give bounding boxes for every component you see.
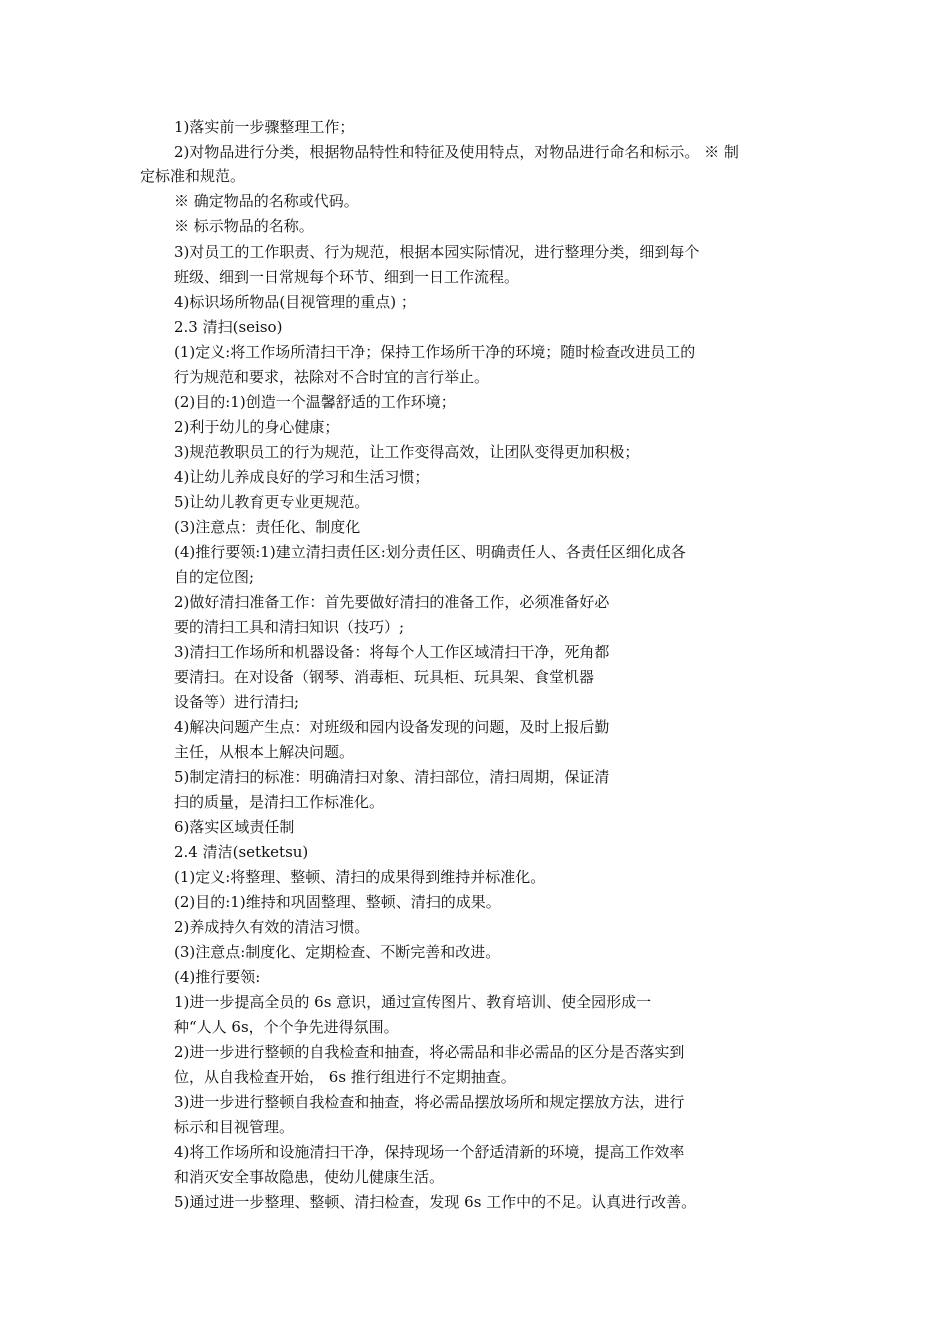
text-line: 要清扫。在对设备（钢琴、消毒柜、玩具柜、玩具架、食堂机器 xyxy=(174,668,595,686)
text-line: 2)养成持久有效的清洁习惯。 xyxy=(174,918,370,936)
text-line: 种“人人 6s，个个争先进得氛围。 xyxy=(174,1018,399,1036)
text-line: 2)进一步进行整顿的自我检查和抽查，将必需品和非必需品的区分是否落实到 xyxy=(174,1043,685,1061)
text-line: 4)将工作场所和设施清扫干净，保持现场一个舒适清新的环境，提高工作效率 xyxy=(174,1143,685,1161)
text-line: 4)解决问题产生点：对班级和园内设备发现的问题，及时上报后勤 xyxy=(174,718,610,736)
text-line: 班级、细到一日常规每个环节、细到一日工作流程。 xyxy=(174,268,520,286)
text-line: (2)目的:1)维持和巩固整理、整顿、清扫的成果。 xyxy=(174,893,501,911)
text-line: 主任，从根本上解决问题。 xyxy=(174,743,355,761)
text-line: 位，从自我检查开始， 6s 推行组进行不定期抽查。 xyxy=(174,1068,516,1086)
text-line: 1)进一步提高全员的 6s 意识，通过宣传图片、教育培训、使全园形成一 xyxy=(174,993,652,1011)
text-line: (1)定义:将工作场所清扫干净；保持工作场所干净的环境；随时检查改进员工的 xyxy=(174,343,696,361)
text-line: 3)进一步进行整顿自我检查和抽查，将必需品摆放场所和规定摆放方法，进行 xyxy=(174,1093,685,1111)
text-line: (4)推行要领:1)建立清扫责任区:划分责任区、明确责任人、各责任区细化成各 xyxy=(174,543,686,561)
text-line: 自的定位图; xyxy=(174,568,255,586)
text-line: (2)目的:1)创造一个温馨舒适的工作环境； xyxy=(174,393,456,411)
text-line: ※ 确定物品的名称或代码。 xyxy=(174,192,359,210)
text-line: 5)制定清扫的标准：明确清扫对象、清扫部位，清扫周期，保证清 xyxy=(174,768,610,786)
text-line: 3)对员工的工作职责、行为规范，根据本园实际情况，进行整理分类，细到每个 xyxy=(174,243,700,261)
text-line: 4)标识场所物品(目视管理的重点) ； xyxy=(174,293,416,311)
text-line: (4)推行要领: xyxy=(174,968,261,986)
section-heading: 2.3 清扫(seiso) xyxy=(174,318,283,336)
text-line: (3)注意点:制度化、定期检查、不断完善和改进。 xyxy=(174,943,501,961)
text-line: 2)对物品进行分类，根据物品特性和特征及使用特点，对物品进行命名和标示。 ※ 制 xyxy=(174,143,739,161)
text-line: ※ 标示物品的名称。 xyxy=(174,217,314,235)
text-line: 和消灭安全事故隐患，使幼儿健康生活。 xyxy=(174,1168,445,1186)
text-line: 2)做好清扫准备工作：首先要做好清扫的准备工作，必须准备好必 xyxy=(174,593,610,611)
text-line: 设备等）进行清扫; xyxy=(174,693,300,711)
text-line: 定标准和规范。 xyxy=(140,167,246,185)
text-line: 1)落实前一步骤整理工作； xyxy=(174,118,355,136)
text-line: 4)让幼儿养成良好的学习和生活习惯； xyxy=(174,468,430,486)
text-line: 要的清扫工具和清扫知识（技巧）; xyxy=(174,618,405,636)
text-line: (1)定义:将整理、整顿、清扫的成果得到维持并标准化。 xyxy=(174,868,546,886)
text-line: (3)注意点：责任化、制度化 xyxy=(174,518,361,536)
text-line: 6)落实区域责任制 xyxy=(174,818,295,836)
section-heading: 2.4 清洁(setketsu) xyxy=(174,843,309,861)
text-line: 3)清扫工作场所和机器设备：将每个人工作区域清扫干净，死角都 xyxy=(174,643,610,661)
text-line: 行为规范和要求，祛除对不合时宜的言行举止。 xyxy=(174,368,490,386)
text-line: 标示和目视管理。 xyxy=(174,1118,295,1136)
text-line: 扫的质量，是清扫工作标准化。 xyxy=(174,793,385,811)
text-line: 3)规范教职员工的行为规范，让工作变得高效，让团队变得更加积极； xyxy=(174,443,640,461)
text-line: 2)利于幼儿的身心健康； xyxy=(174,418,340,436)
text-line: 5)通过进一步整理、整顿、清扫检查，发现 6s 工作中的不足。认真进行改善。 xyxy=(174,1193,697,1211)
text-line: 5)让幼儿教育更专业更规范。 xyxy=(174,493,370,511)
